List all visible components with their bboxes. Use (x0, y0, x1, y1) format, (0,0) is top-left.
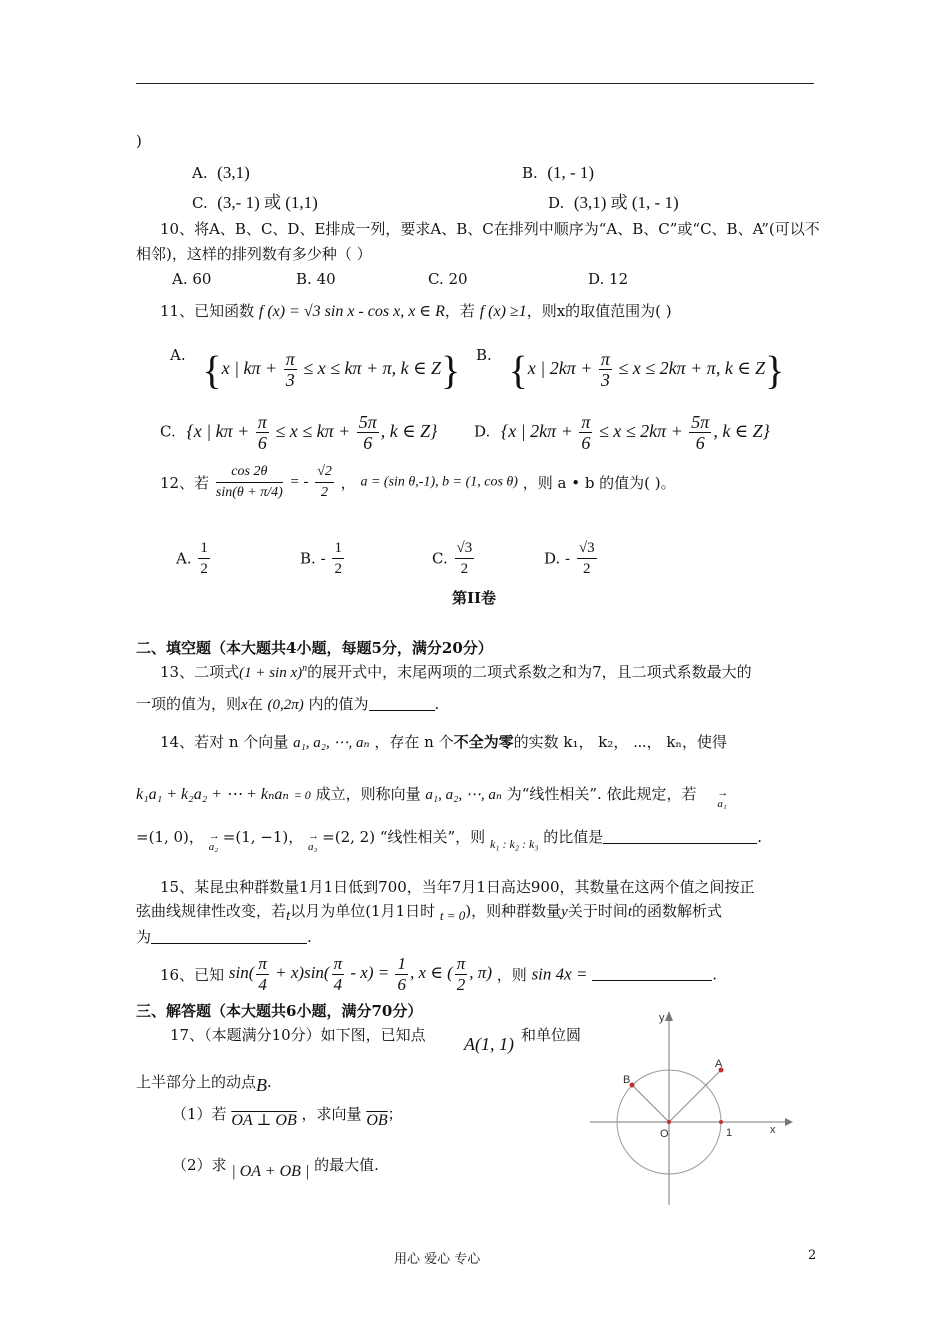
q10-line1: 10、将A、B、C、D、E排成一列，要求A、B、C在排列中顺序为“A、B、C”或“C、B、A”(可以不 (160, 220, 820, 238)
x-axis-arrow-icon (785, 1118, 793, 1126)
q17-line1b: 和单位圆 (521, 1026, 582, 1044)
y-axis-arrow-icon (665, 1011, 673, 1021)
q15-line3: 为 . (136, 928, 312, 946)
a-label: A (715, 1058, 723, 1070)
q10-option-c: C. 20 (428, 270, 468, 288)
q9-option-c: C. (3,- 1) 或 (1,1) (192, 193, 318, 212)
one-label: 1 (726, 1127, 733, 1139)
header-rule (136, 83, 814, 84)
q10-line2: 相邻)，这样的排列数有多少种（ ） (136, 245, 372, 263)
unit-circle-figure (580, 1005, 800, 1210)
part2-title: 第II卷 (452, 589, 497, 607)
q17-part2: （2）求 | OA + OB | 的最大值. (172, 1156, 379, 1180)
x-label: x (770, 1124, 776, 1136)
one-dot (719, 1120, 723, 1124)
footer-center: 用心 爱心 专心 (394, 1252, 481, 1267)
q10-option-d: D. 12 (588, 270, 629, 288)
q17-point-a: A(1, 1) (464, 1034, 514, 1054)
q11-option-a: A. {x | kπ + $\frac{\pi}{3}$ ≤ x ≤ kπ + π, k ∈ Z} (170, 346, 461, 392)
q12-option-a: A. $\frac{1}{2}$ (176, 540, 208, 577)
q14-line1: 14、若对 n 个向量 a₁, a₂, ⋯, aₙ ，存在 n 个不全为零的实数 k₁， k₂， ⋯， kₙ，使得 (160, 733, 727, 751)
q12-stem: 12、若 $\frac{\cos 2\theta}{\sin(\theta + \pi/4)}$ = - $\frac{√2}{2}$ ， a = (sin θ,-1), b = (1, cos θ) ，则 a • b 的值为( )。 (160, 464, 676, 500)
b-label: B (623, 1074, 631, 1086)
q11-option-c: C. {x | kπ + $\frac{\pi}{6}$ ≤ x ≤ kπ + $\frac{5\pi}{6}$ , k ∈ Z} (160, 412, 438, 453)
q13-line2: 一项的值为，则x在 (0,2π) 内的值为 . (136, 695, 440, 713)
q9-option-d: D. (3,1) 或 (1, - 1) (548, 193, 679, 212)
page-number: 2 (808, 1248, 817, 1263)
q17-line2: 上半部分上的动点B. (136, 1073, 272, 1095)
q10-option-a: A. 60 (172, 270, 212, 288)
q12-option-c: C. $\frac{√3}{2}$ (432, 540, 473, 577)
q11-option-b: B. {x | 2kπ + $\frac{\pi}{3}$ ≤ x ≤ 2kπ + π, k ∈ Z} (476, 346, 785, 392)
q14-line3: =(1, 0)， → a₂ =(1, −1)， → a₃ =(2, 2) “线性相关”，则 $_{k_1 : k_2 : k_3}$ 的比值是 . (136, 826, 762, 853)
q15-line2: 弦曲线规律性改变，若t以月为单位(1月1日时 t = 0)，则种群数量y关于时间t的函数解析式 (136, 902, 723, 924)
section2-heading: 二、填空题（本大题共4小题，每题5分，满分20分） (136, 639, 493, 657)
q12-option-b: B. - $\frac{1}{2}$ (300, 540, 342, 577)
section3-heading: 三、解答题（本大题共6小题，满分70分） (136, 1002, 423, 1020)
q16: 16、已知 sin( $\frac{\pi}{4}$ + x)sin( $\frac{\pi}{4}$ - x) = $\frac{1}{6}$ , x ∈ ( $\frac{\pi}{2}$ , π) ，则 sin 4x = . (160, 954, 717, 994)
origin-label: O (660, 1128, 669, 1140)
q17-line1: 17、（本题满分10分）如下图，已知点 (170, 1026, 426, 1044)
q14-line2: k₁a₁ + k₂a₂ + ⋯ + kₙaₙ = 0 成立，则称向量 a₁, a₂, ⋯, aₙ 为“线性相关”. 依此规定，若 → a₁ (136, 783, 727, 810)
q15-line1: 15、某昆虫种群数量1月1日低到700，当年7月1日高达900，其数量在这两个值之间按正 (160, 878, 755, 896)
q13-line1: 13、二项式$(1 + \sin x)^n$的展开式中，末尾两项的二项式系数之和为7，且二项式系数最大的 (160, 663, 752, 681)
q9-option-a: A. (3,1) (192, 163, 250, 182)
vector-oa (669, 1070, 721, 1122)
vector-ob (632, 1085, 669, 1122)
origin-dot (667, 1120, 671, 1124)
q17-part1: （1）若 OA ⊥ OB ，求向量 $\overline{OB}$； (172, 1105, 403, 1129)
q10-option-b: B. 40 (296, 270, 336, 288)
q11-stem: 11、已知函数 f (x) = √3 sin x - cos x, x ∈ R，若 f (x) ≥1，则x的取值范围为( ) (160, 302, 672, 320)
q11-option-d: D. {x | 2kπ + $\frac{\pi}{6}$ ≤ x ≤ 2kπ + $\frac{5\pi}{6}$ , k ∈ Z} (474, 412, 770, 453)
y-label: y (659, 1012, 665, 1024)
q9-option-b: B. (1, - 1) (522, 163, 595, 182)
q9-tail: ) (136, 132, 142, 150)
q12-option-d: D. - $\frac{√3}{2}$ (544, 540, 595, 577)
